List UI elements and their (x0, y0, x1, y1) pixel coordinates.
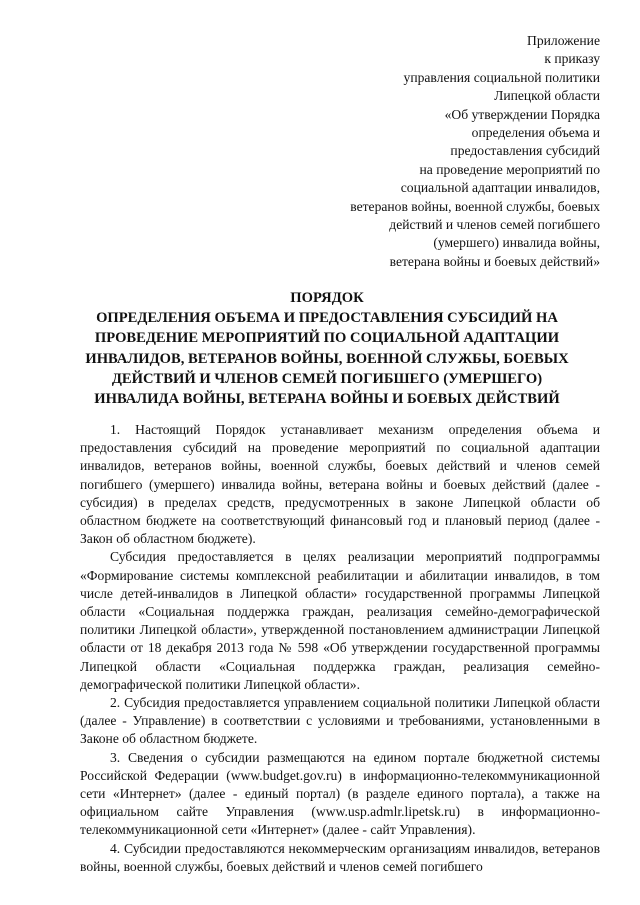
title-line: ОПРЕДЕЛЕНИЯ ОБЪЕМА И ПРЕДОСТАВЛЕНИЯ СУБСИДИЙ НА (96, 310, 558, 327)
paragraph: Субсидия предоставляется в целях реализации мероприятий подпрограммы «Формирование системы комплексной реабилитации и абилитации инвалидов, в том числе детей-инвалидов в Липецкой области» государственной программы Липецкой области «Социальная поддержка граждан, реализация семейно-демографической политики Липецкой области», утвержденной постановлением администрации Липецкой области от 18 декабря 2013 года № 598 «Об утверждении государственной программы Липецкой области «Социальная поддержка граждан, реализация семейно-демографической политики Липецкой области». (80, 549, 600, 692)
appendix-line: Липецкой области (494, 88, 600, 104)
paragraph: 2. Субсидия предоставляется управлением социальной политики Липецкой области (далее - Управление) в соответствии с условиями и требованиями, установленными в Законе об областном бюджете. (80, 695, 600, 747)
appendix-line: ветерана войны и боевых действий» (389, 253, 600, 269)
appendix-line: социальной адаптации инвалидов, (400, 180, 600, 196)
appendix-line: на проведение мероприятий по (419, 161, 600, 177)
paragraph: 1. Настоящий Порядок устанавливает механизм определения объема и предоставления субсидий на проведение мероприятий по социальной адаптации инвалидов, ветеранов войны, военной службы, боевых действий и членов семей погибшего (умершего) инвалида войны, ветерана войны и боевых действий (далее - субсидия) в пределах средств, предусмотренных в законе Липецкой области об областном бюджете на соответствующий финансовый год и плановый период (далее - Закон об областном бюджете). (80, 422, 600, 547)
title-line: ИНВАЛИДА ВОЙНЫ, ВЕТЕРАНА ВОЙНЫ И БОЕВЫХ ДЕЙСТВИЙ (94, 391, 560, 408)
appendix-line: определения объема и (471, 125, 600, 141)
appendix-line: действий и членов семей погибшего (389, 217, 600, 233)
appendix-line: ветеранов войны, военной службы, боевых (350, 198, 600, 214)
appendix-block (300, 32, 600, 271)
appendix-line: (умершего) инвалида войны, (433, 235, 600, 251)
paragraph: 4. Субсидии предоставляются некоммерческим организациям инвалидов, ветеранов войны, военной службы, боевых действий и членов семей погибшего (80, 840, 600, 874)
appendix-line: «Об утверждении Порядка (444, 106, 600, 122)
appendix-line: Приложение (527, 33, 600, 48)
title-line: ПОРЯДОК (290, 290, 364, 306)
title-line: ПРОВЕДЕНИЕ МЕРОПРИЯТИЙ ПО СОЦИАЛЬНОЙ АДАПТАЦИИ (94, 330, 560, 347)
appendix-line: предоставления субсидий (450, 143, 600, 159)
title-line: ДЕЙСТВИЙ И ЧЛЕНОВ СЕМЕЙ ПОГИБШЕГО (УМЕРШЕГО) (111, 370, 543, 387)
document-body (80, 421, 600, 876)
appendix-line: управления социальной политики (403, 69, 600, 85)
title-line: ИНВАЛИДОВ, ВЕТЕРАНОВ ВОЙНЫ, ВОЕННОЙ СЛУЖБЫ, БОЕВЫХ (85, 350, 569, 367)
document-title (82, 288, 572, 409)
appendix-line: к приказу (544, 51, 600, 67)
paragraph: 3. Сведения о субсидии размещаются на едином портале бюджетной системы Российской Федерации (www.budget.gov.ru) в информационно-телекоммуникационной сети «Интернет» (далее - единый портал) (в разделе единого портала), а также на официальном сайте Управления (www.usp.admlr.lipetsk.ru) в информационно-телекоммуникационной сети «Интернет» (далее - сайт Управления). (80, 749, 600, 838)
